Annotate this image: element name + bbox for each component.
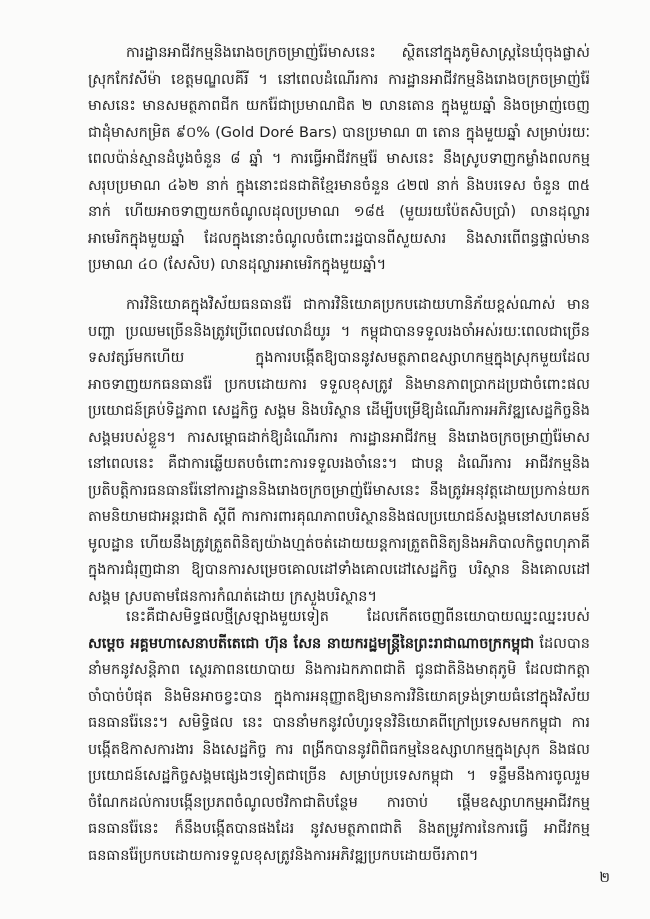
achievement-text-before: នេះគឺជាសមិទ្ធផលថ្មីស្រឡាងមួយទៀត ដែលកើតចេញពីនយោបាយឈ្នះឈ្នះរបស់ xyxy=(126,609,590,625)
page-number: ២ xyxy=(599,870,610,886)
paragraph-mineral-investment: ការវិនិយោគក្នុងវិស័យធនធានរ៉ែ ជាការវិនិយោគប្រកបដោយហានិភ័យខ្ពស់ណាស់ មានបញ្ហា ប្រឈមច្រើននិងត្រូវប្រើពេលវេលាដ៏យូរ ។ កម្ពុជាបានទទួលរងចាំអស់រយៈពេលជាច្រើនទសវត្សរ៍មកហើយ ក្នុងការបង្កើតឱ្យបាននូវសមត្ថភាពឧស្សាហកម្មក្នុងស្រុកមួយដែលអាចទាញយកធនធានរ៉ែ ប្រកបដោយការ ទទួលខុសត្រូវ និងមានភាពប្រាកដប្រជាចំពោះផលប្រយោជន៍គ្រប់ទិដ្ឋភាព សេដ្ឋកិច្ច សង្គម និងបរិស្ថាន ដើម្បីបម្រើឱ្យដំណើរការអភិវឌ្ឍសេដ្ឋកិច្ចនិងសង្គមរបស់ខ្លួន។ ការសម្ពោធដាក់ឱ្យដំណើរការ ការដ្ឋានអាជីវកម្ម និងរោងចក្រចម្រាញ់រ៉ែមាសនៅពេលនេះ គឺជាការឆ្លើយតបចំពោះការទទួលរងចាំនេះ។ ជាបន្ត ដំណើរការ អាជីវកម្មនិងប្រតិបត្តិការធនធានរ៉ែនៅការដ្ឋាននិងរោងចក្រចម្រាញ់រ៉ែមាសនេះ នឹងត្រូវអនុវត្តដោយប្រកាន់យក តាមនិយាមជាអន្តរជាតិ ស្ដីពី ការការពារគុណភាពបរិស្ថាននិងផលប្រយោជន៍សង្គមនៅសហគមន៍មូលដ្ឋាន ហើយនឹងត្រូវត្រួតពិនិត្យយ៉ាងហ្មត់ចត់ដោយយន្តការត្រួតពិនិត្យនិងអភិបាលកិច្ចពហុភាគី ក្នុងការជំរុញជានា ឱ្យបានការសម្រេចគោលដៅទាំងគោលដៅសេដ្ឋកិច្ច បរិស្ថាន និងគោលដៅសង្គម ស្របតាមផែនការកំណត់ដោយ ក្រសួងបរិស្ថាន។ xyxy=(88,297,590,605)
prime-minister-title: សម្ដេច អគ្គមហាសេនាបតីតេជោ ហ៊ុន សែន នាយករដ្ឋមន្ត្រីនៃព្រះរាជាណាចក្រកម្ពុជា xyxy=(88,635,535,652)
achievement-text-after: ដែលបាន នាំមកនូវសន្តិភាព ស្ថេរភាពនយោបាយ និងការឯកភាពជាតិ ជូនជាតិនិងមាតុភូមិ ដែលជាកត្តាចាំបាច់បំផុត និងមិនអាចខ្វះបាន ក្នុងការអនុញ្ញាតឱ្យមានការវិនិយោគទ្រង់ទ្រាយធំនៅក្នុងវិស័យធនធានរ៉ែនេះ។ សមិទ្ធិផល នេះ បាននាំមកនូវលំហូរទុនវិនិយោគពីក្រៅប្រទេសមកកម្ពុជា ការបង្កើតឱកាសការងារ និងសេដ្ឋកិច្ច ការ ពង្រីកបាននូវពិពិធកម្មនៃឧស្សាហកម្មក្នុងស្រុក និងផលប្រយោជន៍សេដ្ឋកិច្ចសង្គមផ្សេងៗទៀតជាច្រើន សម្រាប់ប្រទេសកម្ពុជា ។ ទន្ទឹមនឹងការចូលរួមចំណែកដល់ការបង្កើនប្រភពចំណូលថវិកាជាតិបន្ថែម ការចាប់ ផ្ដើមឧស្សាហកម្មអាជីវកម្មធនធានរ៉ែនេះ ក៏នឹងបង្កើតបានផងដែរ នូវសមត្ថភាពជាតិ និងតម្រូវការនៃការធ្វើ អាជីវកម្មធនធានរ៉ែប្រកបដោយការទទួលខុសត្រូវនិងការអភិវឌ្ឍប្រកបដោយចីរភាព។ xyxy=(88,635,590,864)
paragraph-mining-site-overview: ការដ្ឋានអាជីវកម្មនិងរោងចក្រចម្រាញ់រ៉ែមាសនេះ ស្ថិតនៅក្នុងភូមិសាស្ត្រនៃឃុំចុងផ្លាស់ ស្រុកកែវសីម៉ា ខេត្តមណ្ឌលគីរី ។ នៅពេលដំណើរការ ការដ្ឋានអាជីវកម្មនិងរោងចក្រចម្រាញ់រ៉ែមាសនេះ មានសមត្ថភាពជីក យករ៉ែជាប្រមាណជិត ២ លានតោន ក្នុងមួយឆ្នាំ និងចម្រាញ់ចេញជាដុំមាសកម្រិត ៩០% (Gold Doré Bars) បានប្រមាណ ៣ តោន ក្នុងមួយឆ្នាំ សម្រាប់រយៈពេលប៉ាន់ស្មានដំបូងចំនួន ៨ ឆ្នាំ ។ ការធ្វើអាជីវកម្មរ៉ែ មាសនេះ នឹងស្រូបទាញកម្លាំងពលកម្មសរុបប្រមាណ ៤៦២ នាក់ ក្នុងនោះជនជាតិខ្មែរមានចំនួន ៤២៧ នាក់ និងបរទេស ចំនួន ៣៥ នាក់ ហើយអាចទាញយកចំណូលដុលប្រមាណ ១៨៥ (មួយរយប៉ែតសិបប្រាំ) លានដុល្លារអាមេរិកក្នុងមួយឆ្នាំ ដែលក្នុងនោះចំណូលចំពោះរដ្ឋបានពីសួយសារ និងសារពើពន្ធផ្ទាល់មានប្រមាណ ៤០ (សែសិប) លានដុល្លារអាមេរិកក្នុងមួយឆ្នាំ។ xyxy=(88,45,590,273)
paragraph-achievement xyxy=(88,604,590,869)
